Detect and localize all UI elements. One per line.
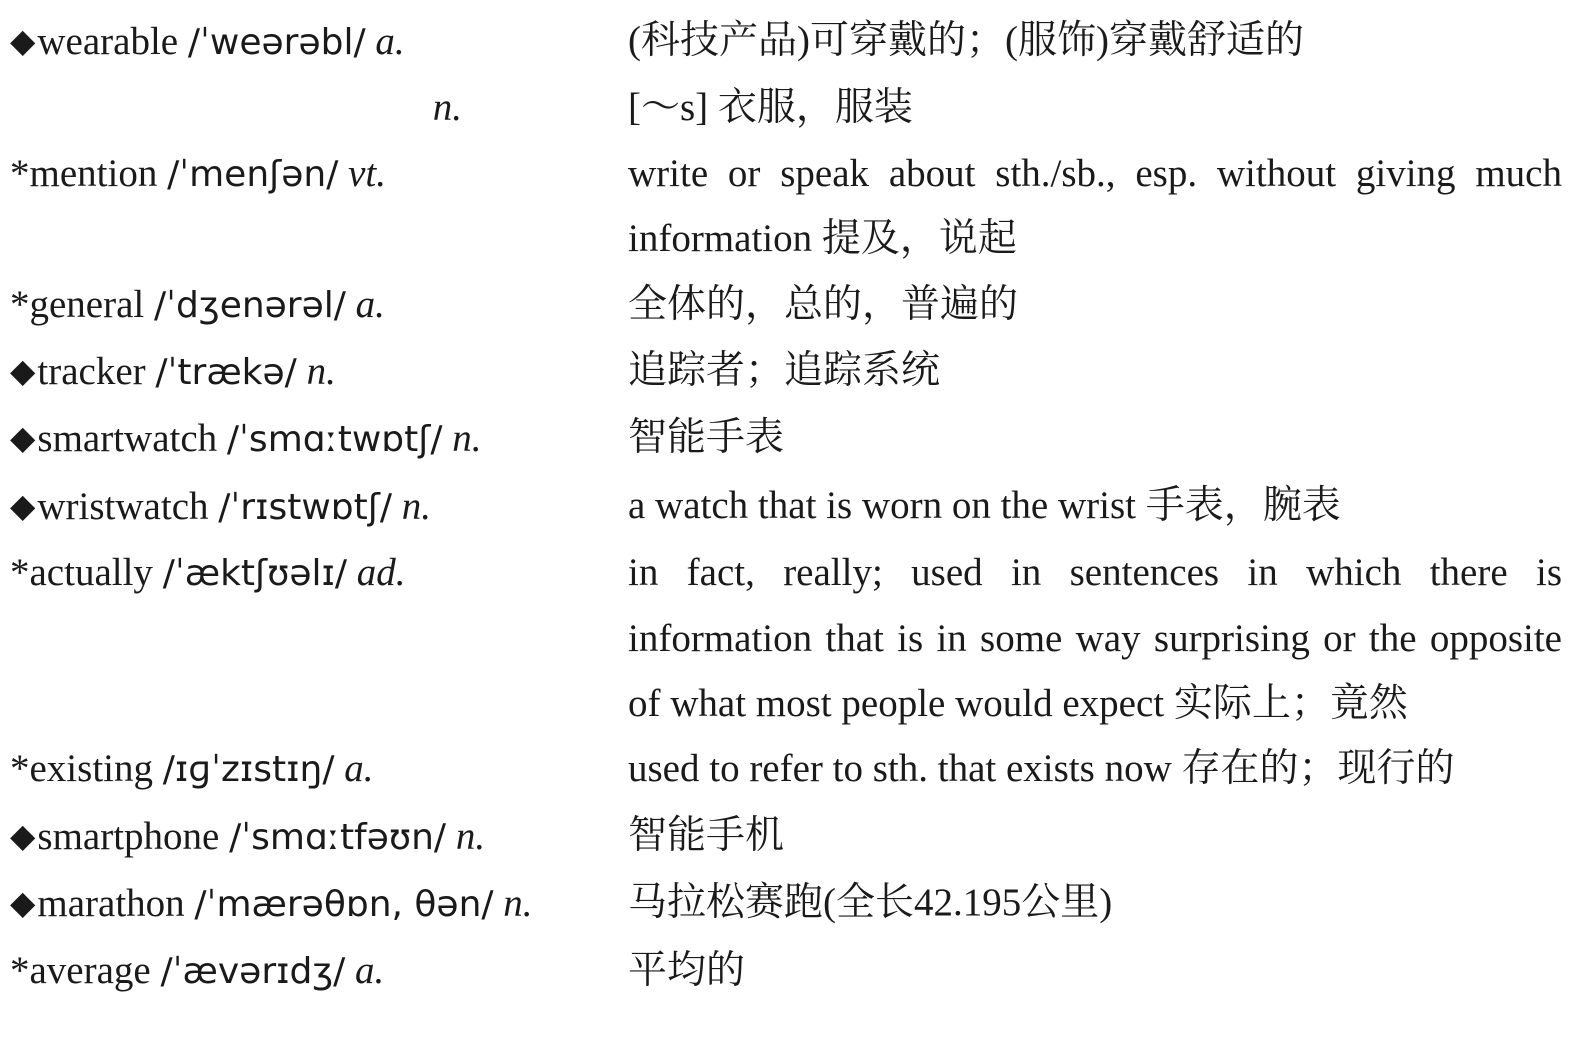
headword: tracker — [37, 350, 146, 394]
headword-cell — [10, 870, 628, 937]
definition: 智能手表 — [628, 416, 785, 460]
entry-wristwatch — [10, 473, 1562, 540]
part-of-speech: n. — [452, 417, 482, 461]
headword: existing — [29, 747, 153, 791]
part-of-speech: n. — [306, 350, 336, 394]
phonetic: /ˈtrækə/ — [155, 352, 297, 394]
part-of-speech: n. — [401, 484, 431, 528]
entry-general — [10, 272, 1562, 338]
definition: (科技产品)可穿戴的；(服饰)穿戴舒适的 — [628, 19, 1304, 62]
headword: wearable — [37, 20, 179, 63]
diamond-marker: ◆ — [10, 883, 36, 923]
headword-cell — [10, 473, 628, 540]
headword-cell — [10, 272, 628, 338]
definition: 智能手机 — [628, 813, 785, 857]
definition: write or speak about sth./sb., esp. without giving much information 提及，说起 — [628, 151, 1562, 261]
headword-cell — [10, 938, 628, 1004]
asterisk-marker: * — [10, 948, 30, 992]
diamond-marker: ◆ — [10, 485, 36, 525]
part-of-speech: n. — [432, 86, 462, 130]
diamond-marker: ◆ — [10, 815, 36, 855]
entry-smartwatch — [10, 405, 1562, 472]
phonetic: /ˈmenʃən/ — [167, 153, 339, 195]
headword-cell — [10, 803, 628, 870]
part-of-speech: ad. — [356, 551, 406, 595]
part-of-speech: a. — [375, 20, 405, 63]
headword-cell — [10, 75, 628, 140]
headword: wristwatch — [37, 484, 209, 528]
definition: [～s] 衣服，服装 — [628, 86, 913, 130]
definition: 追踪者；追踪系统 — [628, 349, 941, 393]
phonetic: /ˈævərɪdʒ/ — [160, 950, 346, 992]
diamond-marker: ◆ — [10, 351, 36, 391]
headword: marathon — [37, 882, 185, 926]
definition: 全体的，总的，普遍的 — [628, 282, 1019, 326]
entry-mention — [10, 141, 1562, 272]
part-of-speech: a. — [344, 747, 374, 791]
definition: a watch that is worn on the wrist 手表，腕表 — [628, 483, 1341, 527]
headword-cell — [10, 338, 628, 405]
phonetic: /ˈweərəbl/ — [187, 22, 366, 63]
headword-cell — [10, 736, 628, 802]
entry-tracker — [10, 338, 1562, 405]
headword: mention — [29, 151, 158, 195]
headword-cell — [10, 141, 628, 207]
phonetic: /ˈmærəθɒn, θən/ — [194, 884, 494, 926]
asterisk-marker: * — [10, 282, 30, 326]
part-of-speech: a. — [355, 282, 385, 326]
part-of-speech: n. — [503, 882, 533, 926]
entry-wearable — [10, 8, 1562, 75]
phonetic: /ˈrɪstwɒtʃ/ — [218, 486, 392, 528]
headword-cell — [10, 405, 628, 472]
part-of-speech: a. — [355, 948, 385, 992]
definition: 平均的 — [628, 948, 746, 992]
part-of-speech: n. — [455, 814, 486, 858]
phonetic: /ɪɡˈzɪstɪŋ/ — [162, 749, 335, 791]
phonetic: /ˈsmɑːtfəʊn/ — [229, 816, 447, 858]
headword-cell — [10, 540, 628, 606]
entry-existing — [10, 736, 1562, 802]
entry-average — [10, 938, 1562, 1004]
phonetic: /ˈsmɑːtwɒtʃ/ — [226, 419, 443, 461]
headword: general — [29, 282, 145, 326]
headword: average — [29, 948, 151, 992]
diamond-marker: ◆ — [10, 418, 36, 458]
diamond-marker: ◆ — [10, 21, 36, 60]
definition: 马拉松赛跑(全长42.195公里) — [628, 881, 1113, 925]
definition: used to refer to sth. that exists now 存在的；现行的 — [628, 747, 1455, 791]
part-of-speech: vt. — [348, 151, 386, 195]
asterisk-marker: * — [10, 551, 30, 595]
phonetic: /ˈdʒenərəl/ — [154, 284, 346, 326]
phonetic: /ˈæktʃʊəlɪ/ — [162, 553, 348, 595]
entry-actually — [10, 540, 1562, 736]
vocabulary-list — [10, 8, 1562, 1004]
entry-wearable-noun — [10, 75, 1562, 140]
entry-marathon — [10, 870, 1562, 937]
definition: in fact, really; used in sentences in which there is information that is in some way surprising or the opposite of what most people would expect 实际上；竟然 — [628, 551, 1562, 726]
entry-smartphone — [10, 803, 1562, 870]
headword-cell — [10, 8, 628, 75]
asterisk-marker: * — [10, 747, 30, 791]
headword: actually — [29, 551, 153, 595]
headword: smartphone — [37, 814, 220, 858]
headword: smartwatch — [37, 417, 218, 461]
asterisk-marker: * — [10, 151, 30, 195]
